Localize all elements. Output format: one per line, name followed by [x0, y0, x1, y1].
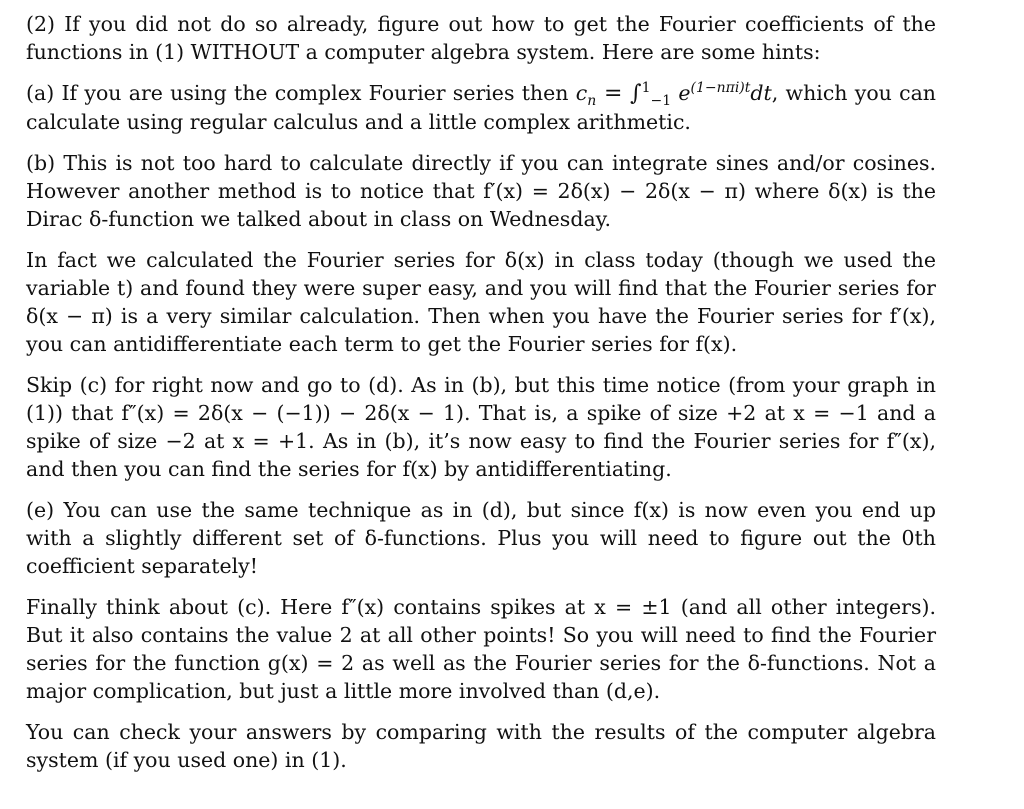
paragraph-hint-e: (e) You can use the same technique as in (d), but since f(x) is now even you end up with a slightly different set of δ-functions. Plus you will need to figure out the 0th coefficient separately!	[26, 498, 936, 578]
math-integral: = ∫	[596, 81, 642, 106]
paragraph-finally: Finally think about (c). Here f″(x) contains spikes at x = ±1 (and all other integers). But it also contains the value 2 at all other points! So you will need to find the Fourier series for the function g(x) = 2 as well as the Fourier series for the δ-functions. Not a major complication, but just a little more involved than (d,e).	[26, 595, 936, 703]
math-e: e	[671, 81, 691, 105]
math-c-n: c	[575, 81, 588, 105]
hint-a-rest: , which you can calculate using regular calculus and a little complex arithmetic.	[26, 81, 937, 134]
paragraph-check: You can check your answers by comparing with the results of the computer algebra system (if you used one) in (1).	[26, 720, 936, 772]
paragraph-skip-c: Skip (c) for right now and go to (d). As in (b), but this time notice (from your graph in (1)) that f″(x) = 2δ(x − (−1)) − 2δ(x − 1). That is, a spike of size +2 at x = −1 and a spike of size −2 at x = +1. As in (b), it’s now easy to find the Fourier series for f″(x), and then you can find the series for f(x) by antidifferentiating.	[26, 373, 936, 481]
math-dt: dt	[750, 81, 772, 105]
math-exponent: (1−nπi)t	[690, 80, 751, 97]
paragraph-in-fact: In fact we calculated the Fourier series for δ(x) in class today (though we used the variable t) and found they were super easy, and you will find that the Fourier series for δ(x − π) is a very similar calculation. Then when you have the Fourier series for f′(x), you can antidifferentiate each term to get the Fourier series for f(x).	[26, 248, 936, 356]
math-upper-limit: 1	[641, 80, 651, 97]
document-page	[26, 10, 936, 786]
hint-a-intro: (a) If you are using the complex Fourier series then	[26, 81, 576, 105]
paragraph-part-2: (2) If you did not do so already, figure out how to get the Fourier coefficients of the functions in (1) WITHOUT a computer algebra system. Here are some hints:	[26, 12, 936, 64]
math-subscript-n: n	[587, 93, 597, 110]
paragraph-hint-a	[26, 79, 936, 136]
math-lower-limit: −1	[650, 93, 672, 110]
paragraph-hint-b: (b) This is not too hard to calculate directly if you can integrate sines and/or cosines. However another method is to notice that f′(x) = 2δ(x) − 2δ(x − π) where δ(x) is the Dirac δ-function we talked about in class on Wednesday.	[26, 151, 936, 231]
